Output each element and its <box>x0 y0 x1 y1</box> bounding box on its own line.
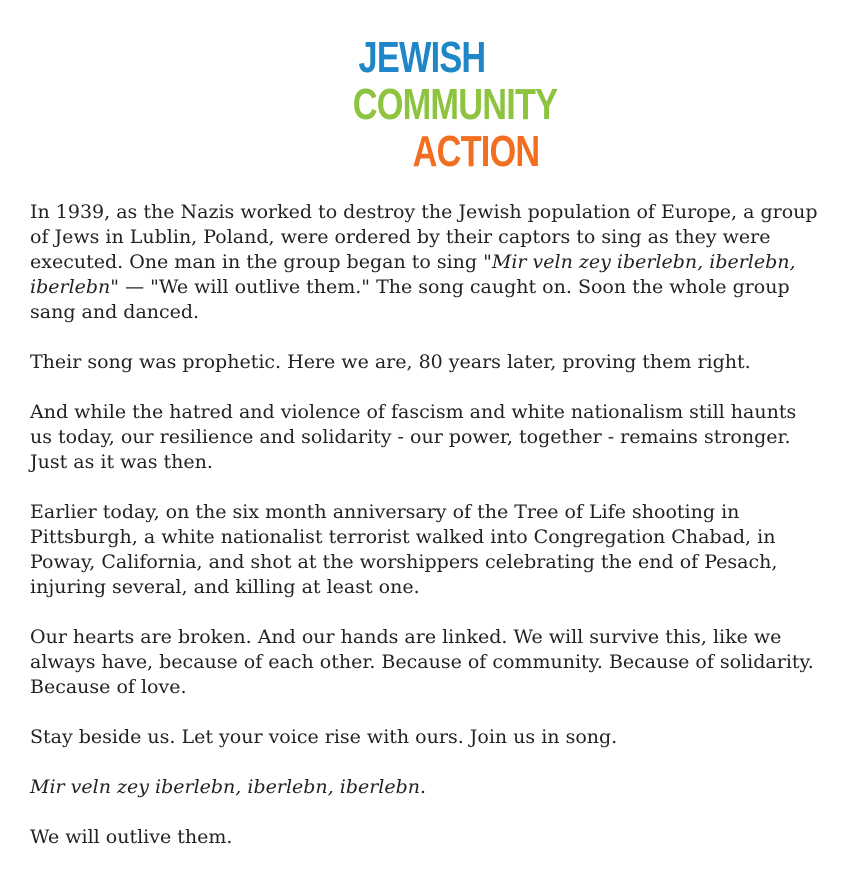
paragraph-prophetic: Their song was prophetic. Here we are, 80 years later, proving them right. <box>30 351 751 373</box>
paragraph-hearts: Our hearts are broken. And our hands are linked. We will survive this, like we always have, because of each other. Because of community. Because of solidarity. Because of love. <box>30 626 814 698</box>
logo-word-community: COMMUNITY <box>352 80 558 129</box>
paragraph-lyric <box>30 775 820 800</box>
song-lyric: Mir veln zey iberlebn, iberlebn, iberlebn <box>30 251 796 298</box>
logo-word-jewish: JEWISH <box>358 33 486 82</box>
paragraph-poway: Earlier today, on the six month anniversary of the Tree of Life shooting in Pittsburgh, a white nationalist terrorist walked into Congregation Chabad, in Poway, California, and shot at the worshippers celebrating the end of Pesach, injuring several, and killing at least one. <box>30 501 778 598</box>
paragraph-resilience: And while the hatred and violence of fascism and white nationalism still haunts us today, our resilience and solidarity - our power, together - remains stronger. Just as it was then. <box>30 401 797 473</box>
lyric-line: Mir veln zey iberlebn, iberlebn, iberlebn <box>30 776 421 798</box>
lyric-period: . <box>420 776 427 798</box>
message-body <box>30 200 820 850</box>
jca-logo <box>0 34 844 175</box>
paragraph-stay-beside: Stay beside us. Let your voice rise with ours. Join us in song. <box>30 726 618 748</box>
logo-word-action: ACTION <box>412 127 540 176</box>
paragraph-outlive: We will outlive them. <box>30 826 233 848</box>
history-rest: " — "We will outlive them." The song caught on. Soon the whole group sang and danced. <box>30 276 790 323</box>
history-intro: In 1939, as the Nazis worked to destroy the Jewish population of Europe, a group of Jews in Lublin, Poland, were ordered by their captors to sing as they were executed. One man in the group began to sing " <box>30 201 818 273</box>
paragraph-history <box>30 200 820 325</box>
